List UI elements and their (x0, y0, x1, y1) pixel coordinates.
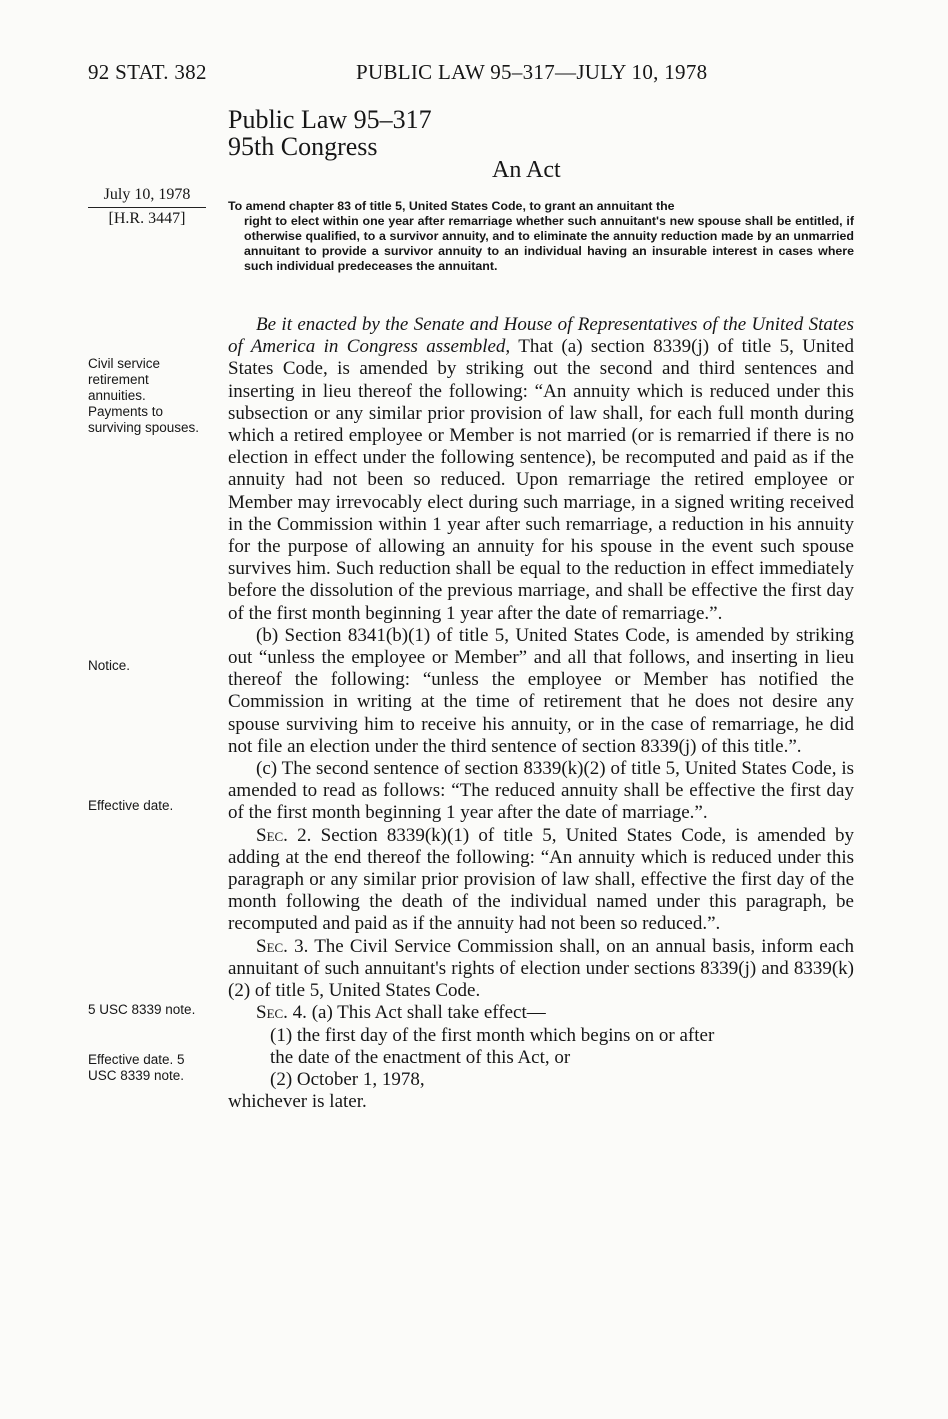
margin-note-civil-service: Civil service retirement annuities. Payments to surviving spouses. (88, 356, 200, 435)
closing-clause: whichever is later. (228, 1091, 367, 1113)
section-4 (228, 1002, 854, 1024)
section-1b: (b) Section 8341(b)(1) of title 5, United States Code, is amended by striking out “unless the employee or Member” and all that follows, and inserting in lieu thereof the following: “unless the employee or Member has notified the Commission in writing at the time of retirement that he does not desire any spouse surviving him to receive his annuity, or in the case of remarriage, he did not file an election under the third sentence of section 8339(j) of this title.”. (228, 624, 854, 757)
margin-note-usc: 5 USC 8339 note. (88, 1002, 196, 1017)
section-4-item-1-cont: the date of the enactment of this Act, or (270, 1046, 571, 1068)
act-body (228, 314, 854, 1113)
enactment-date: July 10, 1978 (88, 184, 206, 208)
margin-note-effective-date-usc: Effective date. 5 USC 8339 note. (88, 1052, 185, 1083)
section-4-item-2: (2) October 1, 1978, (270, 1068, 425, 1090)
section-1c: (c) The second sentence of section 8339(k)(2) of title 5, United States Code, is amended to read as follows: “The reduced annuity shall be effective the first day of the first month beginning 1 year after the date of marriage.”. (228, 758, 854, 824)
section-2 (228, 825, 854, 936)
section-4-text: (a) This Act shall take effect— (311, 1002, 546, 1024)
section-1a-text: That (a) section 8339(j) of title 5, United States Code, is amended by striking out the second and third sentences and inserting in lieu thereof the following: “An annuity which is reduced under this subsection or any similar prior provision of law shall, for each full month during which a retired employee or Member is not married (or is remarried if there is no election in effect under the following sentence), be recomputed and paid as if the annuity had not been so reduced. Upon remarriage the retired employee or Member may irrevocably elect during such marriage, in a signed writing received in the Commission within 1 year after such remarriage, a reduction in his annuity for the purpose of allowing an annuity for his spouse in the event such spouse survives him. Such reduction shall be equal to the reduction in effect immediately before the dissolution of the previous marriage, and shall be effective the first day of the first month beginning 1 year after the date of remarriage.”. (228, 336, 854, 624)
purpose-first-line: To amend chapter 83 of title 5, United States Code, to grant an annuitant the (228, 199, 675, 213)
section-3-label: Sec. 3. (256, 935, 309, 957)
enactment-sidebar (88, 184, 206, 230)
running-header: PUBLIC LAW 95–317—JULY 10, 1978 (356, 60, 708, 84)
section-4-item-1: (1) the first day of the first month which begins on or after (270, 1024, 715, 1046)
page-citation: 92 STAT. 382 (88, 60, 207, 84)
congress-label: 95th Congress (228, 132, 378, 161)
margin-note-effective-date: Effective date. (88, 798, 174, 813)
bill-number: [H.R. 3447] (108, 210, 186, 227)
act-label: An Act (492, 157, 561, 183)
law-title-block (228, 106, 432, 160)
section-2-text: Section 8339(k)(1) of title 5, United States Code, is amended by adding at the end thereof the following: “An annuity which is reduced under this paragraph or any similar prior provision of law shall, effective the first day of the month following the death of the individual named under this paragraph, be recomputed and paid as if the annuity had not been so reduced.”. (228, 824, 854, 935)
section-3-text: The Civil Service Commission shall, on an annual basis, inform each annuitant of such annuitant's rights of election under sections 8339(j) and 8339(k)(2) of title 5, United States Code. (228, 935, 854, 1002)
margin-note-notice: Notice. (88, 658, 131, 673)
enacting-clause: Be it enacted by the Senate and House of Representatives of the United States of America in Congress assembled, (228, 314, 854, 358)
purpose-continuation: right to elect within one year after remarriage whether such annuitant's new spouse shall be entitled, if otherwise qualified, to a survivor annuity, and to eliminate the annuity reduction made by an unmarried annuitant to provide a survivor annuity to an individual having an insurable interest in cases where such individual predeceases the annuitant. (244, 214, 854, 273)
public-law-number: Public Law 95–317 (228, 105, 432, 134)
section-3 (228, 936, 854, 1003)
act-purpose (228, 199, 854, 274)
section-2-label: Sec. 2. (256, 824, 312, 846)
section-1a (228, 314, 854, 625)
section-4-label: Sec. 4. (256, 1002, 307, 1024)
